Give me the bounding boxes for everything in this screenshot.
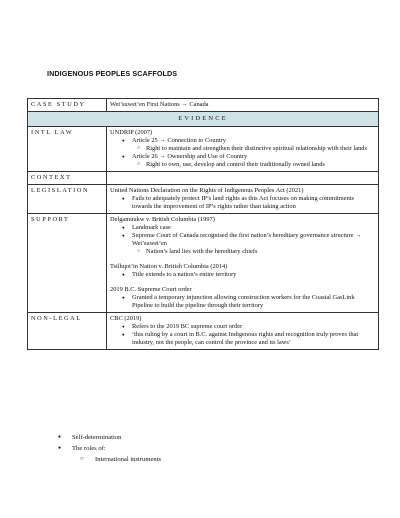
list-item: ● Granted a temporary injunction allowing construction workers for the Coastal GasLink Pipeline to build the pipeline through their territory <box>110 294 375 310</box>
non-legal-heading: CBC (2019) <box>110 315 142 322</box>
list-item: ○ Right to maintain and strengthen their distinctive spiritual relationship with their lands <box>110 145 375 153</box>
list-item: ● Landmark case <box>110 224 375 232</box>
context-content <box>107 172 379 185</box>
support-case-3: 2019 B.C. Supreme Court order <box>110 286 192 293</box>
intl-law-content <box>107 127 379 172</box>
list-item: ● Article 26 → Ownership and Use of Country <box>110 153 375 161</box>
legislation-heading: United Nations Declaration on the Rights of Indigenous Peoples Act (2021) <box>110 187 304 194</box>
spacer <box>110 256 375 263</box>
list-item: ○ Right to own, use, develop and control their traditionally owned lands <box>110 161 375 169</box>
list-item: ● The roles of: <box>56 443 161 454</box>
non-legal-list <box>110 323 375 347</box>
legislation-list <box>110 195 375 211</box>
list-item: ● ‘this ruling by a court in B.C. against Indigenous rights and recognition truly proves that industry, not the people, can control the province and its laws’ <box>110 331 375 347</box>
intl-law-label: INTL LAW <box>28 127 107 172</box>
spacer <box>110 279 375 286</box>
intl-law-list <box>110 137 375 169</box>
support-case-1-list <box>110 224 375 256</box>
case-study-row <box>28 99 379 112</box>
list-item: ○ Nation’s land lies with the hereditary chiefs <box>110 248 375 256</box>
non-legal-content <box>107 313 379 350</box>
support-case-2-list <box>110 271 375 279</box>
intl-law-heading: UNDRIP (2007) <box>110 129 153 136</box>
legislation-content <box>107 185 379 214</box>
non-legal-label: NON-LEGAL <box>28 313 107 350</box>
context-label: CONTEXT <box>28 172 107 185</box>
context-row <box>28 172 379 185</box>
case-study-label: CASE STUDY <box>28 99 107 112</box>
non-legal-row <box>28 313 379 350</box>
legislation-row <box>28 185 379 214</box>
support-case-1: Delgamuukw v. British Columbia (1997) <box>110 216 215 223</box>
list-item: ● Supreme Court of Canada recognised the first nation’s hereditary governance structure → Wet’suwet’en <box>110 232 375 248</box>
scaffold-table <box>27 98 379 350</box>
list-item: ● Self-determination <box>56 432 161 443</box>
evidence-header-row <box>28 112 379 127</box>
support-row <box>28 214 379 313</box>
evidence-header: EVIDENCE <box>28 112 379 127</box>
list-item: ● Title extends to a nation’s entire territory <box>110 271 375 279</box>
support-case-3-list <box>110 294 375 310</box>
page-title: INDIGENOUS PEOPLES SCAFFOLDS <box>47 69 178 78</box>
intl-law-row <box>28 127 379 172</box>
case-study-value: Wet’suwet’en First Nations → Canada <box>107 99 379 112</box>
list-item: ● Fails to adequately protect IP’s land rights as this Act focuses on making commitments towards the improvement of IP’s rights rather than taking action <box>110 195 375 211</box>
after-table-list <box>56 432 161 465</box>
list-item: ● Article 25 → Connection to Country <box>110 137 375 145</box>
list-item: ● Refers to the 2019 BC supreme court order <box>110 323 375 331</box>
list-item: ○ International instruments <box>56 454 161 465</box>
legislation-label: LEGISLATION <box>28 185 107 214</box>
support-label: SUPPORT <box>28 214 107 313</box>
support-content <box>107 214 379 313</box>
support-case-2: Tsilhqot’in Nation v. British Columbia (2014) <box>110 263 228 270</box>
